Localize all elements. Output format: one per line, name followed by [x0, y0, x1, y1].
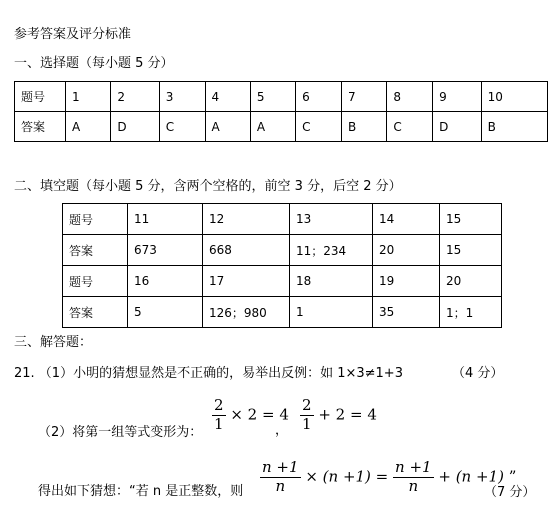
table-cell: 18 [290, 266, 373, 297]
table-cell: 6 [296, 82, 342, 112]
table-cell: A [250, 112, 295, 142]
table-cell: 2 [111, 82, 159, 112]
table-cell: 16 [128, 266, 203, 297]
table-cell: D [433, 112, 481, 142]
table-cell: C [296, 112, 342, 142]
table-row [15, 112, 548, 142]
table-cell: 20 [373, 235, 440, 266]
q21-part1-text: 21. （1）小明的猜想显然是不正确的，易举出反例：如 1×3≠1+3 [14, 366, 403, 381]
table-cell: 7 [341, 82, 386, 112]
table-cell: 答案 [15, 112, 66, 142]
table-cell: 673 [128, 235, 203, 266]
table-cell: 35 [373, 297, 440, 328]
table-cell: 10 [481, 82, 547, 112]
table-cell: 4 [205, 82, 250, 112]
page-title: 参考答案及评分标准 [14, 27, 132, 42]
denominator: n [275, 476, 286, 495]
table-cell: 1 [66, 82, 111, 112]
q21-conjecture-score: （7 分） [484, 485, 536, 500]
equation-mid: × (n +1) = [305, 467, 389, 486]
equation-separator: ， [275, 423, 289, 438]
table-cell: 11 [128, 204, 203, 235]
fraction [212, 398, 226, 433]
table-row [63, 235, 502, 266]
numerator: n +1 [262, 458, 299, 476]
table-cell: 19 [373, 266, 440, 297]
table-cell: C [159, 112, 205, 142]
table-cell: 题号 [63, 204, 128, 235]
table-cell: A [205, 112, 250, 142]
table-cell: 668 [203, 235, 290, 266]
table-row [15, 82, 548, 112]
table-cell: 15 [440, 204, 502, 235]
equation-rest: × 2 = 4 [230, 405, 289, 424]
denominator: 1 [302, 414, 312, 433]
table-cell: 1；1 [440, 297, 502, 328]
equation-2 [300, 398, 377, 433]
section2-heading: 二、填空题（每小题 5 分，含两个空格的，前空 3 分，后空 2 分） [14, 179, 402, 194]
table-cell: D [111, 112, 159, 142]
q21-part1-score: （4 分） [452, 366, 504, 381]
table-cell: 5 [128, 297, 203, 328]
denominator: n [408, 476, 419, 495]
section3-heading: 三、解答题： [14, 335, 93, 350]
equation-3 [260, 460, 516, 495]
table-cell: B [341, 112, 386, 142]
table-row [63, 297, 502, 328]
table-cell: 17 [203, 266, 290, 297]
fill-blank-answer-table [62, 203, 502, 328]
table-cell: A [66, 112, 111, 142]
q21-part2-text: （2）将第一组等式变形为： [38, 425, 203, 440]
table-cell: C [387, 112, 433, 142]
choice-answer-table [14, 81, 548, 142]
table-cell: 9 [433, 82, 481, 112]
fraction [300, 398, 314, 433]
table-cell: 答案 [63, 235, 128, 266]
fraction [260, 460, 301, 495]
table-cell: 12 [203, 204, 290, 235]
table-cell: 8 [387, 82, 433, 112]
table-cell: 题号 [15, 82, 66, 112]
table-cell: 题号 [63, 266, 128, 297]
denominator: 1 [214, 414, 224, 433]
table-cell: 20 [440, 266, 502, 297]
table-cell: 答案 [63, 297, 128, 328]
q21-conjecture-text: 得出如下猜想：“若 n 是正整数，则 [38, 484, 244, 499]
equation-tail: + (n +1) [438, 467, 504, 486]
table-cell: 14 [373, 204, 440, 235]
table-row [63, 266, 502, 297]
equation-rest: + 2 = 4 [318, 405, 377, 424]
numerator: 2 [214, 396, 224, 414]
table-cell: 13 [290, 204, 373, 235]
table-cell: 3 [159, 82, 205, 112]
table-cell: B [481, 112, 547, 142]
fraction [393, 460, 434, 495]
table-cell: 11；234 [290, 235, 373, 266]
closing-quote: ” [508, 467, 517, 486]
numerator: 2 [302, 396, 312, 414]
numerator: n +1 [395, 458, 432, 476]
table-cell: 126；980 [203, 297, 290, 328]
table-cell: 15 [440, 235, 502, 266]
table-cell: 5 [250, 82, 295, 112]
section1-heading: 一、选择题（每小题 5 分） [14, 56, 174, 71]
table-row [63, 204, 502, 235]
table-cell: 1 [290, 297, 373, 328]
